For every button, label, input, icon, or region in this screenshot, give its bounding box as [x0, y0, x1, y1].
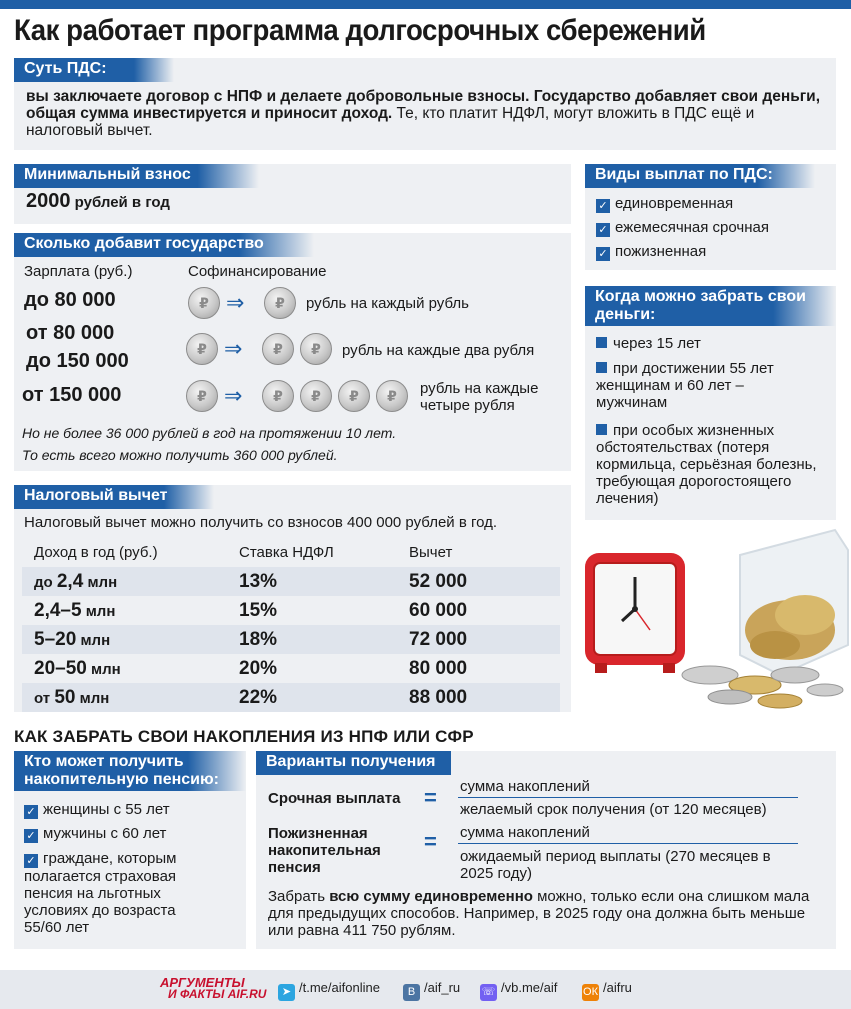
page-title: Как работает программа долгосрочных сбережений — [14, 14, 706, 47]
ruble-coin-icon: ₽ — [300, 333, 332, 365]
min-contribution-value: 2000 рублей в год — [26, 190, 170, 212]
equals-icon: = — [424, 829, 437, 854]
min-contribution-header: Минимальный взнос — [14, 164, 259, 188]
bullet-icon — [596, 362, 607, 373]
checkbox-icon: ✓ — [24, 805, 38, 819]
arrow-right-icon: ⇒ — [226, 290, 245, 315]
cofin-note-1: Но не более 36 000 рублей в год на протяжении 10 лет. — [22, 425, 397, 441]
tax-intro: Налоговый вычет можно получить со взносов 400 000 рублей в год. — [24, 514, 498, 531]
checkbox-icon: ✓ — [24, 829, 38, 843]
ruble-coin-icon: ₽ — [264, 287, 296, 319]
telegram-icon: ➤ — [278, 984, 295, 1001]
salary-row-2a: от 80 000 — [26, 322, 115, 344]
salary-row-3: от 150 000 — [22, 384, 122, 406]
list-item: ✓ пожизненная — [596, 243, 706, 261]
arrow-right-icon: ⇒ — [224, 383, 243, 408]
term-denominator: желаемый срок получения (от 120 месяцев) — [460, 801, 767, 818]
table-row: до 2,4 млн 13% 52 000 — [22, 567, 560, 596]
coin-jar-icon — [740, 530, 848, 675]
checkbox-icon: ✓ — [24, 854, 38, 868]
checkbox-icon: ✓ — [596, 247, 610, 261]
ruble-coin-icon: ₽ — [338, 380, 370, 412]
alarm-clock-icon — [585, 553, 685, 673]
essence-bold: вы заключаете договор с НПФ и делаете добровольные взносы. Государство добавляет свои деньги, общая сумма инвестируется и приносит доход. — [26, 88, 821, 122]
arrow-right-icon: ⇒ — [224, 336, 243, 361]
withdraw-when-header: Когда можно забрать свои деньги: — [585, 286, 836, 326]
list-item: ✓ женщины с 55 лет — [24, 801, 170, 819]
ruble-coin-icon: ₽ — [262, 333, 294, 365]
term-payout-label: Срочная выплата — [268, 790, 401, 807]
fraction-line — [458, 797, 798, 798]
table-header-cell: Ставка НДФЛ — [239, 544, 334, 561]
list-item: ✓ мужчины с 60 лет — [24, 825, 166, 843]
ruble-coin-icon: ₽ — [262, 380, 294, 412]
cofin-note-2: То есть всего можно получить 360 000 рублей. — [22, 447, 338, 463]
col-salary: Зарплата (руб.) — [24, 263, 133, 280]
table-row: 2,4–5 млн 15% 60 000 — [34, 599, 468, 621]
ruble-coin-icon: ₽ — [376, 380, 408, 412]
salary-row-2b: до 150 000 — [26, 350, 129, 372]
essence-normal: Те, кто платит НДФЛ, могут вложить в ПДС ещё и налоговый вычет. — [26, 105, 755, 139]
section-title: КАК ЗАБРАТЬ СВОИ НАКОПЛЕНИЯ ИЗ НПФ ИЛИ СФР — [14, 727, 474, 746]
ruble-coin-icon: ₽ — [186, 333, 218, 365]
table-row: 20–50 млн 20% 80 000 — [34, 657, 468, 679]
viber-icon: ☏ — [480, 984, 497, 1001]
lifelong-label: Пожизненная накопительная пенсия — [268, 825, 381, 876]
checkbox-icon: ✓ — [596, 223, 610, 237]
bullet-icon — [596, 337, 607, 348]
ruble-coin-icon: ₽ — [186, 380, 218, 412]
ratio-row-1: рубль на каждый рубль — [306, 295, 469, 312]
essence-text — [26, 88, 826, 139]
col-cofin: Софинансирование — [188, 263, 327, 280]
vk-icon: В — [403, 984, 420, 1001]
table-header-row — [22, 538, 560, 567]
lump-sum-note: Забрать всю сумму единовременно можно, только если она слишком мала для предыдущих способов. Например, в 2025 году она должна быть меньше или равна 411 750 рублям. — [268, 888, 810, 939]
ruble-coin-icon: ₽ — [300, 380, 332, 412]
odnoklassniki-link[interactable]: ОК /aifru — [582, 980, 632, 1001]
table-header-cell: Доход в год (руб.) — [34, 544, 158, 561]
list-item: ✓ ежемесячная срочная — [596, 219, 769, 237]
term-numerator: сумма накоплений — [460, 778, 590, 795]
list-item: ✓ единовременная — [596, 195, 733, 213]
who-header: Кто может получить накопительную пенсию: — [14, 751, 246, 791]
checkbox-icon: ✓ — [596, 199, 610, 213]
vk-link[interactable]: В /aif_ru — [403, 980, 460, 1001]
table-row: 5–20 млн 18% 72 000 — [22, 625, 560, 654]
options-header: Варианты получения — [256, 751, 451, 775]
life-numerator: сумма накоплений — [460, 824, 590, 841]
spilled-coins-icon — [682, 666, 843, 708]
list-item: через 15 лет — [596, 335, 826, 352]
salary-row-1: до 80 000 — [24, 289, 116, 311]
top-bar — [0, 0, 851, 9]
telegram-link[interactable]: ➤ /t.me/aifonline — [278, 980, 380, 1001]
list-item: ✓ граждане, которым полагается страховая пенсия на льготных условиях до возраста 55/60 лет — [24, 850, 177, 936]
bullet-icon — [596, 424, 607, 435]
fraction-line — [458, 843, 798, 844]
table-row: от 50 млн 22% 88 000 — [22, 683, 560, 712]
essence-header: Суть ПДС: — [14, 58, 174, 82]
viber-link[interactable]: ☏ /vb.me/aif — [480, 980, 557, 1001]
tax-table — [22, 538, 560, 712]
list-item: при достижении 55 лет женщинам и 60 лет – мужчинам — [596, 360, 774, 411]
life-denominator: ожидаемый период выплаты (270 месяцев в 2025 году) — [460, 848, 771, 882]
aif-logo[interactable]: АРГУМЕНТЫ И ФАКТЫ AIF.RU — [160, 975, 267, 1001]
cofinancing-header: Сколько добавит государство — [14, 233, 314, 257]
ruble-coin-icon: ₽ — [188, 287, 220, 319]
equals-icon: = — [424, 785, 437, 810]
list-item: при особых жизненных обстоятельствах (потеря кормильца, серьёзная болезнь, требующая дорогостоящего лечения) — [596, 422, 817, 507]
tax-header: Налоговый вычет — [14, 485, 214, 509]
ratio-row-2: рубль на каждые два рубля — [342, 342, 535, 359]
odnoklassniki-icon: ОК — [582, 984, 599, 1001]
ratio-row-3: рубль на каждые четыре рубля — [420, 380, 539, 414]
payout-types-header: Виды выплат по ПДС: — [585, 164, 815, 188]
clock-and-coins-illustration — [580, 525, 850, 715]
table-header-cell: Вычет — [409, 544, 453, 561]
